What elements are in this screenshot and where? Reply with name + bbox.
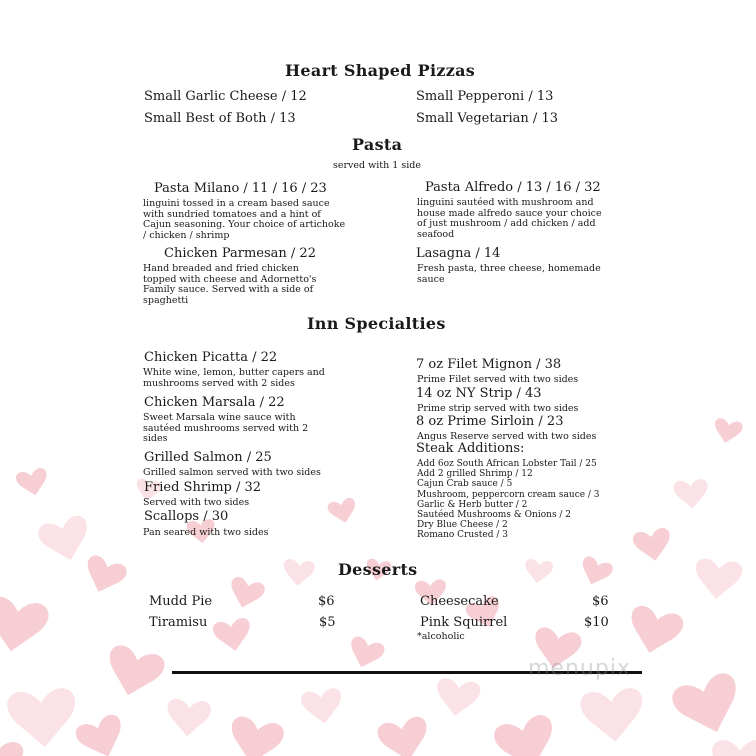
menu-item-name: Chicken Marsala / 22: [144, 395, 285, 410]
heart-shape: [669, 670, 748, 742]
heart-shape: [327, 497, 360, 526]
addition-item: Sautéed Mushrooms & Onions / 2: [417, 510, 572, 521]
dessert-name: Mudd Pie: [149, 594, 213, 609]
menu-item-desc: Served with two sides: [143, 497, 250, 508]
heart-shape: [80, 553, 129, 598]
menu-item-name: Fried Shrimp / 32: [144, 480, 262, 495]
menu-item: Small Pepperoni / 13: [416, 89, 554, 104]
heart-shape: [226, 575, 267, 612]
heart-shape: [300, 687, 345, 726]
specialties-title: Inn Specialties: [307, 314, 446, 333]
heart-shape: [165, 698, 211, 738]
menu-item: Small Best of Both / 13: [144, 111, 296, 126]
pasta-title: Pasta: [352, 135, 403, 154]
menu-item-name: Chicken Parmesan / 22: [164, 246, 316, 261]
menu-item-name: Lasagna / 14: [416, 246, 501, 261]
menu-item-desc: Fresh pasta, three cheese, homemade sauce: [417, 263, 601, 285]
dessert-price: $10: [584, 615, 609, 630]
steak-additions-list: [417, 459, 600, 541]
addition-item: Add 2 grilled Shrimp / 12: [417, 469, 533, 480]
heart-shape: [492, 713, 562, 756]
heart-shape: [282, 558, 315, 587]
heart-shape: [15, 467, 51, 499]
dessert-price: $5: [319, 615, 336, 630]
heart-shape: [36, 514, 95, 567]
addition-item: Dry Blue Cheese / 2: [417, 520, 508, 531]
menu-item-desc: Angus Reserve served with two sides: [417, 431, 597, 442]
heart-shape: [673, 479, 709, 510]
dessert-name: Tiramisu: [149, 615, 208, 630]
heart-shape: [577, 555, 615, 590]
watermark: menupix: [528, 656, 631, 681]
menu-item-desc: Prime strip served with two sides: [417, 403, 579, 414]
heart-shape: [225, 715, 286, 756]
addition-item: Cajun Crab sauce / 5: [417, 479, 513, 490]
addition-item: Garlic & Herb butter / 2: [417, 499, 528, 510]
menu-item-name: 8 oz Prime Sirloin / 23: [416, 414, 564, 429]
menu-item-desc: White wine, lemon, butter capers and mushrooms served with 2 sides: [143, 367, 325, 389]
menu-item-name: Pasta Milano / 11 / 16 / 23: [154, 181, 327, 196]
heart-shape: [433, 677, 481, 719]
dessert-name: Cheesecake: [420, 594, 499, 609]
heart-shape: [712, 417, 744, 446]
menu-item: Small Vegetarian / 13: [416, 111, 558, 126]
heart-shape: [101, 643, 167, 703]
heart-shape: [376, 715, 433, 756]
addition-item: Romano Crusted / 3: [417, 530, 508, 541]
heart-shape: [693, 558, 743, 602]
dessert-name: Pink Squirrel: [420, 615, 508, 630]
menu-item-name: 7 oz Filet Mignon / 38: [416, 357, 562, 372]
menu-item-desc: Pan seared with two sides: [143, 527, 269, 538]
menu-item-name: Scallops / 30: [144, 509, 229, 524]
menu-item: Small Garlic Cheese / 12: [144, 89, 307, 104]
menu-item-desc: Hand breaded and fried chicken topped with cheese and Adornetto's Family sauce. Served with a side of spaghetti: [143, 263, 317, 306]
menu-item-name: 14 oz NY Strip / 43: [416, 386, 542, 401]
heart-shape: [0, 737, 24, 756]
heart-shape: [6, 687, 79, 750]
menu-item-desc: Prime Filet served with two sides: [417, 374, 579, 385]
heart-shape: [345, 635, 386, 673]
heart-shape: [712, 740, 756, 756]
heart-shape: [579, 687, 646, 745]
addition-item: Add 6oz South African Lobster Tail / 25: [417, 459, 597, 469]
menu-item-desc: Sweet Marsala wine sauce with sautéed mushrooms served with 2 sides: [143, 412, 309, 444]
addition-item: Mushroom, peppercorn cream sauce / 3: [417, 489, 600, 500]
heart-shape: [624, 604, 686, 660]
menu-item-desc: Grilled salmon served with two sides: [143, 467, 321, 478]
pasta-subtitle: served with 1 side: [333, 160, 421, 171]
heart-shape: [0, 595, 50, 657]
menu-item-name: Grilled Salmon / 25: [144, 450, 272, 465]
menu-item-desc: linguini tossed in a cream based sauce with sundried tomatoes and a hint of Cajun seasoning. Your choice of artichoke / chicken / shrimp: [143, 198, 346, 241]
dessert-price: $6: [318, 594, 335, 609]
alcoholic-note: *alcoholic: [417, 631, 465, 642]
heart-shape: [212, 617, 254, 654]
desserts-title: Desserts: [338, 560, 418, 579]
heart-shape: [523, 558, 554, 585]
menu-item-name: Pasta Alfredo / 13 / 16 / 32: [425, 180, 601, 195]
heart-shape: [632, 527, 674, 564]
dessert-price: $6: [592, 594, 609, 609]
menu-item-desc: linguini sautéed with mushroom and house made alfredo sauce your choice of just mushroom / add chicken / add seafood: [417, 197, 602, 240]
menu-item-name: Chicken Picatta / 22: [144, 350, 278, 365]
heart-shape: [73, 712, 130, 756]
steak-additions-title: Steak Additions:: [416, 441, 525, 456]
pizzas-title: Heart Shaped Pizzas: [285, 61, 476, 80]
